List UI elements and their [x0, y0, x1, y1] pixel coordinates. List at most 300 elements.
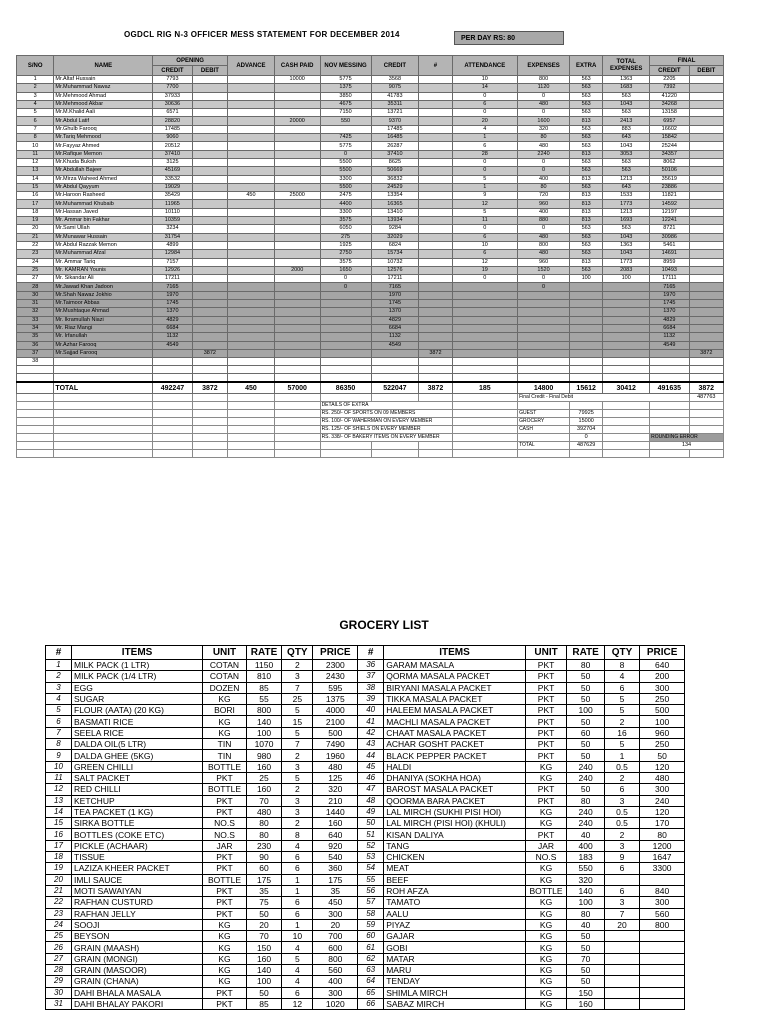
- statement-cell: 9284: [371, 225, 419, 233]
- statement-cell: [228, 183, 275, 191]
- statement-cell: [274, 258, 320, 266]
- statement-cell: [419, 142, 452, 150]
- statement-cell: [570, 349, 603, 357]
- statement-cell: [192, 192, 227, 200]
- empty-cell: [192, 434, 227, 442]
- grocery-cell: KG: [525, 818, 567, 829]
- grocery-cell: 6: [46, 716, 72, 727]
- statement-cell: [320, 308, 371, 316]
- grocery-cell: 640: [640, 660, 685, 671]
- grocery-cell: PKT: [525, 660, 567, 671]
- statement-cell: [228, 200, 275, 208]
- empty-cell: [228, 442, 275, 450]
- grocery-cell: 55: [246, 693, 281, 704]
- empty-cell: [153, 426, 193, 434]
- statement-cell: [228, 266, 275, 274]
- empty-cell: [192, 394, 227, 402]
- statement-cell: 1: [452, 183, 517, 191]
- statement-cell: [419, 109, 452, 117]
- statement-cell: 28820: [153, 117, 193, 125]
- empty-cell: [228, 402, 275, 410]
- grocery-cell: 1440: [313, 806, 358, 817]
- grocery-row: [46, 942, 685, 953]
- grocery-cell: 52: [358, 840, 384, 851]
- statement-cell: 3872: [689, 349, 723, 357]
- statement-cell: 14592: [650, 200, 690, 208]
- grocery-cell: 1647: [640, 852, 685, 863]
- statement-cell: [518, 341, 570, 349]
- statement-cell: 1693: [603, 217, 650, 225]
- grocery-cell: TIN: [203, 750, 247, 761]
- grocery-cell: 85: [246, 682, 281, 693]
- grocery-item: ROH AFZA: [384, 885, 526, 896]
- statement-row: [17, 76, 724, 84]
- grocery-cell: 5: [282, 772, 313, 783]
- empty-cell: [274, 442, 320, 450]
- statement-cell: Mr. Riaz Mangi: [54, 324, 153, 332]
- statement-cell: 563: [603, 225, 650, 233]
- grocery-cell: 6: [282, 863, 313, 874]
- grocery-cell: [640, 987, 685, 998]
- empty-cell: [570, 366, 603, 374]
- empty-cell: [17, 434, 54, 442]
- grocery-cell: 5: [604, 705, 639, 716]
- grocery-cell: 80: [567, 908, 604, 919]
- grocery-cell: 7: [604, 908, 639, 919]
- empty-cell: [689, 426, 723, 434]
- statement-cell: [228, 109, 275, 117]
- grocery-cell: 63: [358, 965, 384, 976]
- statement-cell: 45169: [153, 167, 193, 175]
- grocery-cell: 62: [358, 953, 384, 964]
- statement-cell: 0: [518, 283, 570, 291]
- grocery-cell: 700: [313, 931, 358, 942]
- grocery-cell: 64: [358, 976, 384, 987]
- statement-cell: 2: [17, 84, 54, 92]
- grocery-row: [46, 772, 685, 783]
- statement-cell: 9075: [371, 84, 419, 92]
- statement-cell: 563: [570, 233, 603, 241]
- statement-cell: 11: [17, 150, 54, 158]
- statement-cell: 0: [452, 109, 517, 117]
- statement-cell: [54, 358, 153, 366]
- grocery-item: LAL MIRCH (PISI HOI) (KHULI): [384, 818, 526, 829]
- grocery-item: DALDA OIL(5 LTR): [72, 739, 203, 750]
- grocery-cell: 40: [567, 919, 604, 930]
- statement-cell: [570, 358, 603, 366]
- statement-cell: [689, 150, 723, 158]
- grocery-cell: 250: [640, 739, 685, 750]
- statement-cell: [603, 308, 650, 316]
- statement-cell: 6: [17, 117, 54, 125]
- grocery-cell: JAR: [525, 840, 567, 851]
- statement-cell: [689, 283, 723, 291]
- empty-cell: [274, 374, 320, 383]
- statement-cell: 3568: [371, 76, 419, 84]
- grocery-cell: 320: [567, 874, 604, 885]
- statement-cell: 18: [17, 208, 54, 216]
- grocery-cell: 15: [46, 818, 72, 829]
- statement-cell: Mr. Ikramullah Niazi: [54, 316, 153, 324]
- grocery-cell: KG: [525, 942, 567, 953]
- statement-cell: 12984: [153, 250, 193, 258]
- grocery-row: [46, 671, 685, 682]
- grocery-row: [46, 784, 685, 795]
- statement-cell: [419, 183, 452, 191]
- statement-cell: [192, 275, 227, 283]
- empty-cell: [603, 402, 650, 410]
- empty-cell: [228, 418, 275, 426]
- statement-cell: 1043: [603, 142, 650, 150]
- statement-cell: 4: [452, 125, 517, 133]
- empty-cell: [603, 450, 650, 458]
- grocery-cell: KG: [525, 806, 567, 817]
- statement-cell: 2000: [274, 266, 320, 274]
- statement-cell: 17: [17, 200, 54, 208]
- statement-cell: 13934: [371, 217, 419, 225]
- statement-cell: 6: [452, 100, 517, 108]
- grocery-cell: KG: [525, 863, 567, 874]
- statement-cell: 1745: [371, 300, 419, 308]
- statement-cell: [570, 341, 603, 349]
- statement-cell: [320, 300, 371, 308]
- grocery-cell: 6: [282, 852, 313, 863]
- statement-cell: 5: [452, 208, 517, 216]
- empty-cell: [452, 410, 517, 418]
- statement-cell: Mr.Muhammad Afzal: [54, 250, 153, 258]
- col-final-credit: CREDIT: [650, 66, 690, 76]
- statement-cell: Mr.Mushtaque Ahmad: [54, 308, 153, 316]
- statement-row: [17, 92, 724, 100]
- statement-row: [17, 308, 724, 316]
- grocery-item: LAZIZA KHEER PACKET: [72, 863, 203, 874]
- grocery-cell: 230: [246, 840, 281, 851]
- grocery-cell: PKT: [525, 716, 567, 727]
- statement-cell: 12: [17, 158, 54, 166]
- total-label: TOTAL: [54, 382, 153, 394]
- statement-cell: 15: [17, 183, 54, 191]
- grocery-cell: 1375: [313, 693, 358, 704]
- total-value: 15612: [570, 382, 603, 394]
- grocery-cell: 1960: [313, 750, 358, 761]
- grocery-cell: [604, 953, 639, 964]
- grocery-cell: 1: [46, 660, 72, 671]
- grocery-cell: PKT: [525, 705, 567, 716]
- statement-cell: [518, 316, 570, 324]
- grocery-row: [46, 829, 685, 840]
- statement-row: [17, 241, 724, 249]
- empty-cell: [603, 410, 650, 418]
- grocery-cell: PKT: [203, 795, 247, 806]
- col-attendance: ATTENDANCE: [452, 56, 517, 76]
- grocery-cell: 16: [46, 829, 72, 840]
- grocery-item: EGG: [72, 682, 203, 693]
- statement-cell: 80: [518, 183, 570, 191]
- empty-cell: [452, 426, 517, 434]
- statement-cell: [518, 358, 570, 366]
- statement-cell: [419, 333, 452, 341]
- grocery-header: #: [46, 646, 72, 660]
- empty-cell: [320, 394, 371, 402]
- statement-cell: [228, 175, 275, 183]
- statement-cell: 10359: [153, 217, 193, 225]
- statement-cell: 800: [518, 76, 570, 84]
- details-line: RS. 100/- OF WAHERMAN ON EVERY MEMBER: [320, 418, 452, 426]
- statement-cell: 28: [452, 150, 517, 158]
- statement-cell: 26287: [371, 142, 419, 150]
- empty-cell: [228, 394, 275, 402]
- statement-cell: [192, 324, 227, 332]
- grocery-cell: PKT: [525, 671, 567, 682]
- statement-cell: Mr. KAMRAN Younis: [54, 266, 153, 274]
- col-opening-debit: DEBIT: [192, 66, 227, 76]
- grocery-cell: 10: [282, 931, 313, 942]
- statement-cell: 41783: [371, 92, 419, 100]
- empty-cell: [153, 434, 193, 442]
- statement-cell: 17485: [153, 125, 193, 133]
- statement-cell: Mr.Muhammad Nawaz: [54, 84, 153, 92]
- grocery-header: UNIT: [203, 646, 247, 660]
- statement-cell: [603, 291, 650, 299]
- statement-cell: [192, 225, 227, 233]
- statement-cell: Mr.Taimoor Abbas: [54, 300, 153, 308]
- statement-cell: 17211: [153, 275, 193, 283]
- statement-cell: 5500: [320, 158, 371, 166]
- statement-cell: [274, 142, 320, 150]
- grocery-cell: 56: [358, 885, 384, 896]
- statement-cell: 5775: [320, 142, 371, 150]
- grocery-cell: 400: [567, 840, 604, 851]
- grocery-cell: 170: [640, 818, 685, 829]
- empty-cell: [54, 410, 153, 418]
- grocery-title: GROCERY LIST: [339, 618, 429, 632]
- grocery-item: GRAIN (CHANA): [72, 976, 203, 987]
- grocery-cell: 26: [46, 942, 72, 953]
- details-title: DETAILS OF EXTRA: [320, 402, 452, 410]
- grocery-item: QORMA MASALA PACKET: [384, 671, 526, 682]
- grocery-cell: 60: [358, 931, 384, 942]
- grocery-cell: 2: [604, 829, 639, 840]
- statement-cell: 20: [17, 225, 54, 233]
- statement-cell: [419, 84, 452, 92]
- grocery-cell: 49: [358, 806, 384, 817]
- statement-cell: 1132: [650, 333, 690, 341]
- statement-cell: 563: [570, 183, 603, 191]
- grocery-cell: 85: [246, 998, 281, 1009]
- statement-cell: 0: [518, 92, 570, 100]
- grocery-cell: 7490: [313, 739, 358, 750]
- grocery-cell: 59: [358, 919, 384, 930]
- statement-row: [17, 150, 724, 158]
- statement-cell: 813: [570, 192, 603, 200]
- statement-cell: 563: [570, 241, 603, 249]
- grocery-cell: [640, 976, 685, 987]
- grocery-cell: 240: [567, 761, 604, 772]
- rounding-error-label: ROUNDING ERROR: [650, 434, 724, 442]
- statement-cell: [650, 358, 690, 366]
- statement-cell: 3872: [192, 349, 227, 357]
- grocery-cell: 800: [246, 705, 281, 716]
- empty-cell: [192, 366, 227, 374]
- statement-cell: [419, 341, 452, 349]
- empty-cell: [650, 366, 690, 374]
- grocery-item: PICKLE (ACHAAR): [72, 840, 203, 851]
- statement-row: [17, 358, 724, 366]
- empty-cell: [153, 442, 193, 450]
- grocery-cell: 50: [567, 693, 604, 704]
- grocery-cell: 8: [604, 660, 639, 671]
- statement-cell: 2205: [650, 76, 690, 84]
- statement-cell: [228, 233, 275, 241]
- empty-cell: [452, 402, 517, 410]
- grocery-cell: [640, 874, 685, 885]
- empty-cell: [689, 418, 723, 426]
- grocery-cell: 500: [640, 705, 685, 716]
- statement-cell: 7425: [320, 134, 371, 142]
- grocery-cell: 640: [313, 829, 358, 840]
- statement-cell: [452, 283, 517, 291]
- statement-cell: [192, 341, 227, 349]
- details-row: [17, 402, 724, 410]
- grocery-cell: 0.5: [604, 761, 639, 772]
- grocery-cell: 4: [46, 693, 72, 704]
- grocery-cell: 3: [282, 795, 313, 806]
- statement-cell: [228, 158, 275, 166]
- statement-cell: 23: [17, 250, 54, 258]
- statement-cell: 0: [518, 109, 570, 117]
- statement-cell: 32029: [371, 233, 419, 241]
- blank-row: [17, 366, 724, 374]
- statement-cell: [689, 291, 723, 299]
- grocery-cell: 6: [282, 987, 313, 998]
- grocery-row: [46, 987, 685, 998]
- statement-cell: [192, 316, 227, 324]
- statement-row: [17, 192, 724, 200]
- grocery-item: TEA PACKET (1 KG): [72, 806, 203, 817]
- grocery-cell: 80: [246, 818, 281, 829]
- grocery-cell: 51: [358, 829, 384, 840]
- grocery-item: BIRYANI MASALA PACKET: [384, 682, 526, 693]
- statement-cell: 3234: [153, 225, 193, 233]
- statement-cell: [419, 175, 452, 183]
- grocery-cell: 35: [313, 885, 358, 896]
- statement-cell: 813: [570, 150, 603, 158]
- empty-cell: [452, 434, 517, 442]
- statement-cell: Mr.Tariq Mehmood: [54, 134, 153, 142]
- empty-cell: [371, 366, 419, 374]
- grocery-cell: PKT: [203, 852, 247, 863]
- grocery-cell: 2430: [313, 671, 358, 682]
- grocery-item: HALDI: [384, 761, 526, 772]
- statement-cell: Mr.Khuda Buksh: [54, 158, 153, 166]
- statement-cell: 3575: [320, 258, 371, 266]
- grocery-cell: [640, 998, 685, 1009]
- statement-cell: [228, 316, 275, 324]
- grocery-cell: 80: [640, 829, 685, 840]
- statement-cell: [603, 358, 650, 366]
- grocery-cell: 70: [567, 953, 604, 964]
- statement-cell: 8062: [650, 158, 690, 166]
- grocery-row: [46, 795, 685, 806]
- statement-cell: 0: [320, 275, 371, 283]
- grocery-cell: KG: [203, 965, 247, 976]
- grocery-cell: 120: [640, 806, 685, 817]
- statement-cell: 4549: [371, 341, 419, 349]
- empty-cell: [54, 402, 153, 410]
- grocery-cell: 13: [46, 795, 72, 806]
- statement-cell: [689, 183, 723, 191]
- grocery-cell: 50: [567, 671, 604, 682]
- grocery-item: CHICKEN: [384, 852, 526, 863]
- statement-cell: 33532: [153, 175, 193, 183]
- grocery-item: MARU: [384, 965, 526, 976]
- grocery-cell: 45: [358, 761, 384, 772]
- statement-cell: 8: [17, 134, 54, 142]
- statement-cell: [153, 349, 193, 357]
- grocery-cell: 90: [246, 852, 281, 863]
- statement-cell: [274, 183, 320, 191]
- statement-cell: 12241: [650, 217, 690, 225]
- grocery-cell: 61: [358, 942, 384, 953]
- statement-cell: [228, 125, 275, 133]
- grocery-row: [46, 908, 685, 919]
- empty-cell: [192, 450, 227, 458]
- summary-value: 79925: [570, 410, 603, 418]
- empty-cell: [153, 450, 193, 458]
- empty-cell: [153, 394, 193, 402]
- final-credit-debit-value: 487763: [689, 394, 723, 402]
- statement-row: [17, 341, 724, 349]
- statement-cell: [274, 134, 320, 142]
- grocery-cell: 320: [313, 784, 358, 795]
- statement-cell: [228, 333, 275, 341]
- statement-cell: 24529: [371, 183, 419, 191]
- statement-cell: 0: [518, 225, 570, 233]
- statement-cell: 31754: [153, 233, 193, 241]
- statement-cell: 4549: [650, 341, 690, 349]
- statement-cell: [419, 134, 452, 142]
- grocery-cell: 7: [282, 739, 313, 750]
- grocery-item: SHIMLA MIRCH: [384, 987, 526, 998]
- grocery-item: GARAM MASALA: [384, 660, 526, 671]
- statement-cell: 13354: [371, 192, 419, 200]
- grocery-item: TISSUE: [72, 852, 203, 863]
- grocery-cell: 14: [46, 806, 72, 817]
- statement-cell: 34357: [650, 150, 690, 158]
- grocery-cell: BOTTLE: [203, 761, 247, 772]
- grocery-cell: 47: [358, 784, 384, 795]
- grocery-cell: 2: [604, 772, 639, 783]
- statement-cell: [689, 300, 723, 308]
- grocery-cell: PKT: [203, 772, 247, 783]
- statement-cell: 563: [570, 84, 603, 92]
- statement-cell: 100: [603, 275, 650, 283]
- statement-cell: [192, 158, 227, 166]
- statement-cell: 15734: [371, 250, 419, 258]
- grocery-cell: 12: [282, 998, 313, 1009]
- statement-cell: 813: [570, 117, 603, 125]
- statement-cell: Mr.Fayyaz Ahmed: [54, 142, 153, 150]
- empty-cell: [17, 382, 54, 394]
- statement-cell: 4400: [320, 200, 371, 208]
- statement-cell: [419, 150, 452, 158]
- empty-cell: [192, 442, 227, 450]
- statement-cell: 19029: [153, 183, 193, 191]
- statement-cell: 17111: [650, 275, 690, 283]
- statement-cell: 13158: [650, 109, 690, 117]
- statement-cell: [192, 84, 227, 92]
- summary-label: CASH: [518, 426, 570, 434]
